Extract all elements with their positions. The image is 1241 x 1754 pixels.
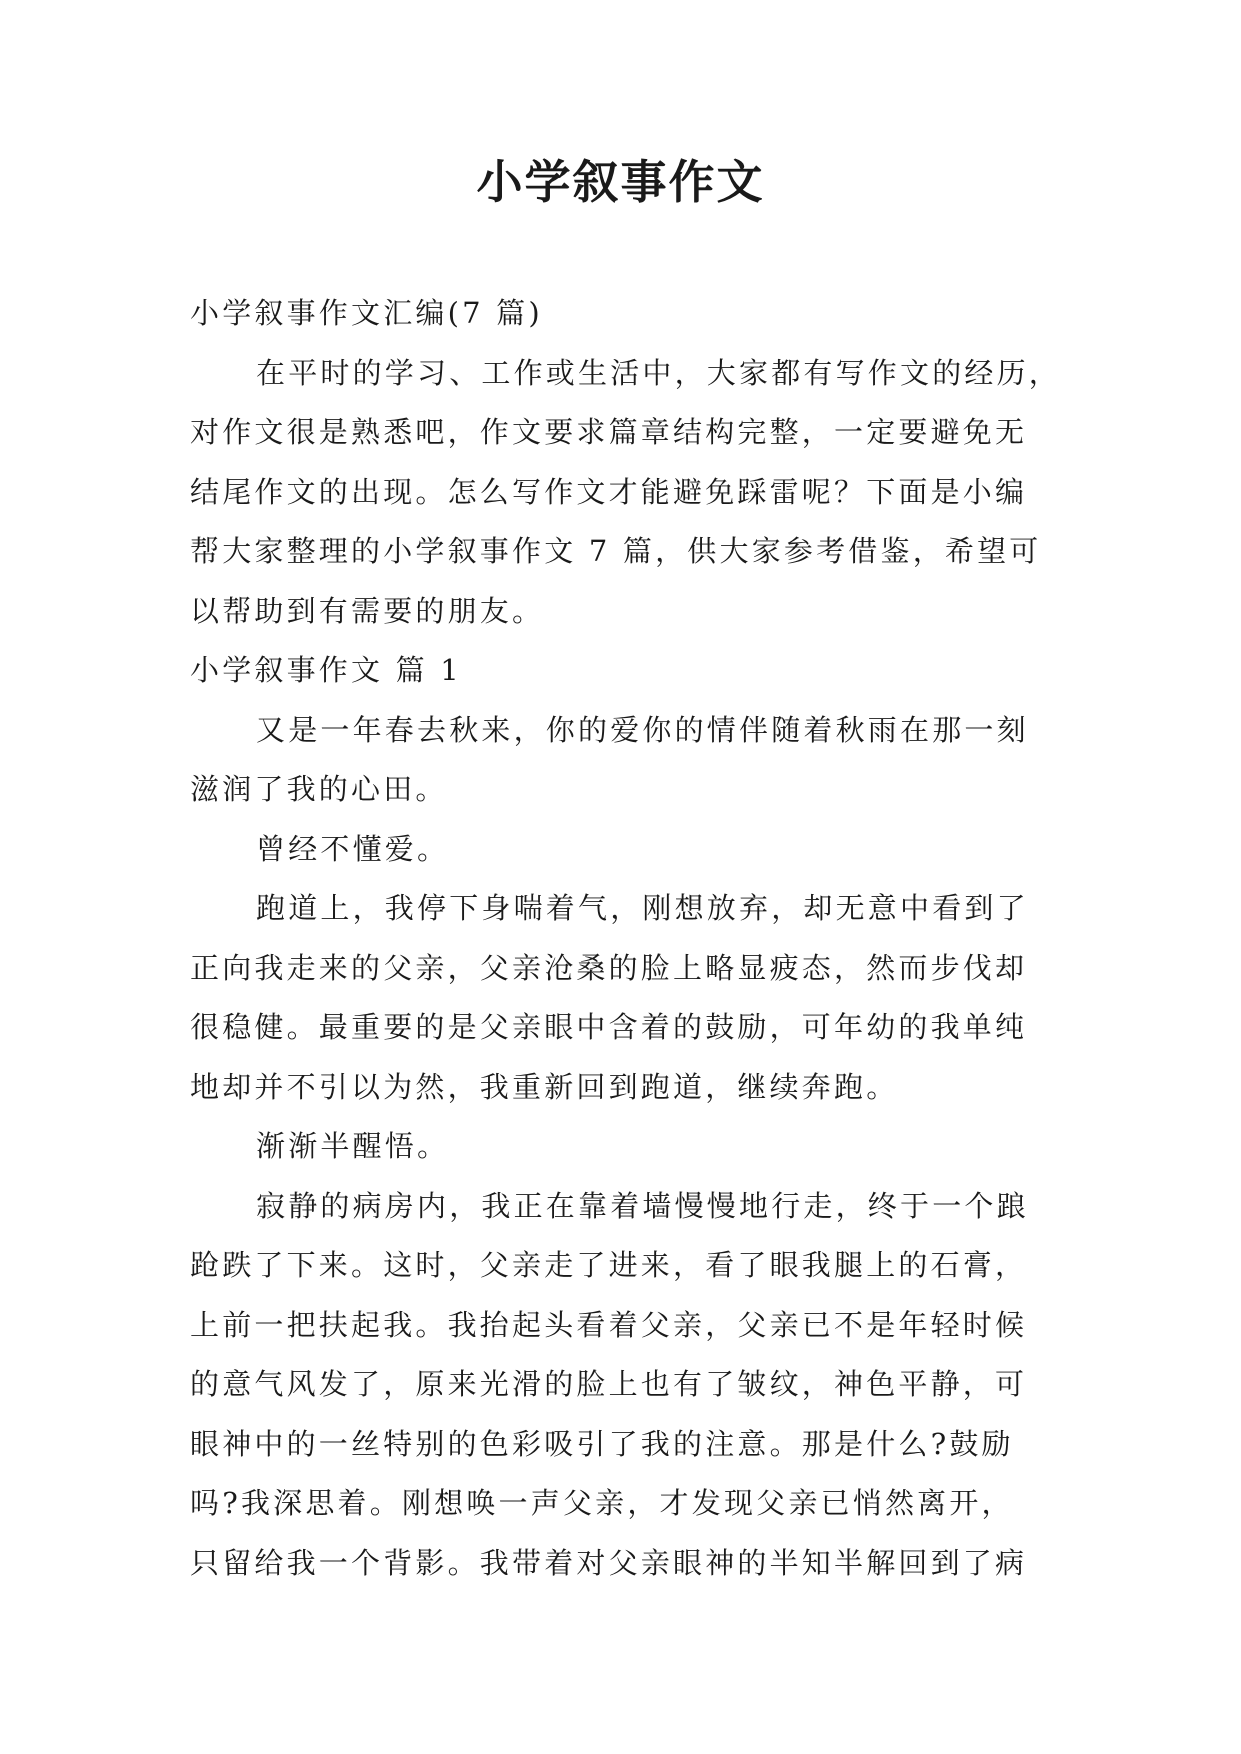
text-line: 对作文很是熟悉吧，作文要求篇章结构完整，一定要避免无 [190, 415, 1028, 449]
document-body [190, 284, 1060, 1593]
text-line: 寂静的病房内，我正在靠着墙慢慢地行走，终于一个踉 [256, 1188, 1029, 1223]
text-line: 渐渐半醒悟。 [256, 1129, 450, 1163]
text-line: 帮大家整理的小学叙事作文 7 篇，供大家参考借鉴，希望可 [190, 534, 1042, 568]
text-line: 以帮助到有需要的朋友。 [190, 593, 545, 628]
text-line: 上前一把扶起我。我抬起头看着父亲，父亲已不是年轻时候 [190, 1307, 1028, 1342]
text-line: 在平时的学习、工作或生活中，大家都有写作文的经历， [256, 355, 1062, 390]
text-line: 小学叙事作文汇编(7 篇) [190, 296, 543, 330]
document-title: 小学叙事作文 [476, 155, 765, 209]
text-line: 的意气风发了，原来光滑的脸上也有了皱纹，神色平静，可 [190, 1367, 1028, 1401]
text-line: 曾经不懂爱。 [256, 831, 450, 866]
text-line: 跄跌了下来。这时，父亲走了进来，看了眼我腿上的石膏， [190, 1248, 1028, 1282]
text-line: 很稳健。最重要的是父亲眼中含着的鼓励，可年幼的我单纯 [190, 1010, 1028, 1044]
text-line: 结尾作文的出现。怎么写作文才能避免踩雷呢？下面是小编 [190, 474, 1028, 509]
text-line: 小学叙事作文 篇 1 [190, 653, 462, 687]
text-line: 又是一年春去秋来，你的爱你的情伴随着秋雨在那一刻 [256, 712, 1029, 747]
text-line: 眼神中的一丝特别的色彩吸引了我的注意。那是什么?鼓励 [190, 1426, 1014, 1461]
text-line: 跑道上，我停下身喘着气，刚想放弃，却无意中看到了 [256, 891, 1029, 925]
text-line: 只留给我一个背影。我带着对父亲眼神的半知半解回到了病 [190, 1545, 1028, 1580]
text-line: 正向我走来的父亲，父亲沧桑的脸上略显疲态，然而步伐却 [190, 950, 1028, 985]
text-line: 吗?我深思着。刚想唤一声父亲，才发现父亲已悄然离开， [190, 1486, 1014, 1520]
text-line: 滋润了我的心田。 [190, 772, 448, 806]
text-line: 地却并不引以为然，我重新回到跑道，继续奔跑。 [190, 1069, 899, 1104]
